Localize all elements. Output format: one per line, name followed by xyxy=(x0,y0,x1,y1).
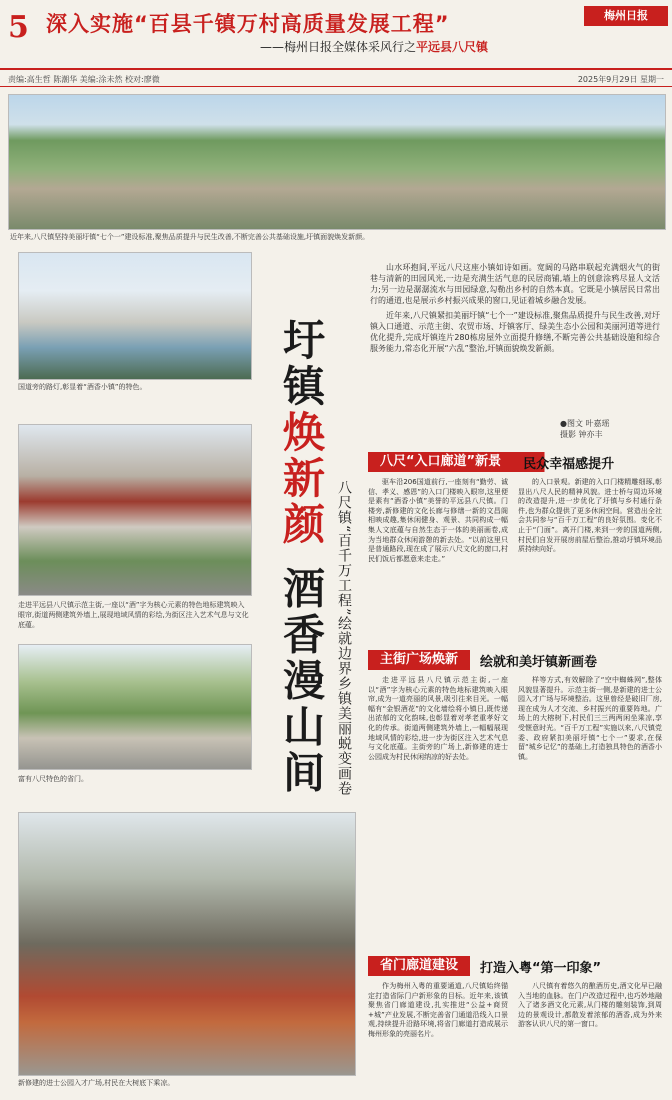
section1-heading-black: 民众幸福感提升 xyxy=(523,456,615,472)
photo1-caption: 国道旁的路灯,彰显着“酒香小镇”的特色。 xyxy=(18,383,147,391)
section2-heading xyxy=(368,650,662,670)
page-number: 5 xyxy=(8,10,29,45)
intro-paragraph-2: 近年来,八尺镇紧扣美丽圩镇“七个一”建设标准,聚焦品质提升与民生改善,对圩镇入口通道、示范主街、农贸市场、圩镇客厅、绿美生态小公园和美丽河道等进行优化提升,完成圩镇连片280栋房屋外立面提升修缮,不断完善公共基础设施和综合服务能力,常态化开展“六乱”整治,圩镇面貌焕发新颜。 xyxy=(370,311,660,353)
byline xyxy=(560,418,660,440)
section1-column-1: 驱车沿206国道前行,一座刻有“勤劳、诚信、孝义、感恩”的入口门楼映入眼帘,这里便是素有“酒香小镇”美誉的平远县八尺镇。门楼旁,新修建的文化长廊与修缮一新的文昌阁相映成趣,集休闲健身、观景、共同构成一幅集人文底蕴与自然生态于一体的美丽画卷,成为当地群众休闲游憩的新去处。“以前这里只是普通路段,现在成了展示八尺文化的窗口,村民们饭后都愿意来走走。” xyxy=(368,478,508,563)
section3-column-2: 八尺镇有着悠久的酿酒历史,酒文化早已融入当地的血脉。在门户改造过程中,也巧妙地融入了诸多酒文化元素,从门楼的雕刻装饰,到周边的景观设计,都散发着浓郁的酒香,成为外来游客认识八尺的第一窗口。 xyxy=(518,982,662,1029)
newspaper-logo: 梅州日报 xyxy=(584,6,668,26)
intro-text xyxy=(370,262,660,354)
header-rule xyxy=(0,68,672,70)
section1-heading-red: 八尺“入口廊道”新景 xyxy=(368,452,513,472)
series-subtitle xyxy=(260,38,488,55)
section3-column-1: 作为梅州入粤的重要通道,八尺镇始终锚定打造省际门户新形象的目标。近年来,该镇聚焦省门廊道建设,扎实推进“公益+商贸+城”产业发展,不断完善省门通道沿线入口景观,持续提升沿路环境,将省门廊道打造成展示梅州形象的亮丽名片。 xyxy=(368,982,508,1038)
section1-column-2: 的入口景观。新建的入口门楼精雕细琢,彰显出八尺人民的精神风貌。进士桥与周边环境的改造提升,进一步优化了圩镇与乡村通行条件,也为群众提供了更多休闲空间。营造出全社会共同参与“百千万工程”的良好氛围。变化不止于“门面”。离开门楼,来到一旁的国道两侧,村民们自发开展房前屋后整治,推动圩镇环境品质持续向好。 xyxy=(518,478,662,554)
section3-heading-red: 省门廊道建设 xyxy=(368,956,470,976)
section2-column-1: 走进平远县八尺镇示范主街,一座以“酒”字为核心元素的特色地标建筑映入眼帘,成为一道亮丽的风景,吸引往来目光。一幅幅有“金银酒花”的文化墙绘将小镇日,既传递出浓郁的文化韵味,也彰显着对孝老重孝好文化的传承。街道两侧建筑外墙上,一幅幅展现地域风情的彩绘,进一步为街区注入艺术气息与文化底蕴。主街旁的广场上,新修建的进士公园成为村民休闲纳凉的好去处。 xyxy=(368,676,508,761)
section1-heading xyxy=(368,452,662,472)
provincial-gate-photo xyxy=(18,644,252,770)
park-tree-photo xyxy=(18,812,356,1076)
intro-paragraph-1: 山水环抱间,平远八尺这座小镇如诗如画。宽阔的马路串联起充满烟火气的街巷与清新的田园风光,一边是充满生活气息的民居商铺,墙上的创意涂鸦尽显人文活力;另一边是潺潺流水与田园绿意,勾勒出乡村的自然本真。它既是小镇居民日常出行的通道,也是展示乡村振兴成果的窗口,见证着城乡融合发展。 xyxy=(370,263,660,305)
photo4-caption: 新修建的进士公园入才广场,村民在大树底下乘凉。 xyxy=(18,1079,175,1087)
byline-writer: ●图文 叶嘉瑶 xyxy=(560,419,610,428)
issue-date: 2025年9月29日 星期一 xyxy=(577,75,664,84)
top-photo-caption: 近年来,八尺镇坚持美丽圩镇“七个一”建设标准,聚焦品质提升与民生改善,不断完善公共基础设施,圩镇面貌焕发新颜。 xyxy=(10,233,370,241)
section2-heading-red: 主街广场焕新 xyxy=(368,650,470,670)
subtitle-prefix: ——梅州日报全媒体采风行之 xyxy=(260,40,417,54)
photo3-caption: 富有八尺特色的省门。 xyxy=(18,775,88,783)
page-title: 深入实施“百县千镇万村高质量发展工程” xyxy=(46,12,450,36)
headline-part-1: 圩镇 xyxy=(277,318,326,410)
subtitle-place: 平远县八尺镇 xyxy=(416,40,489,54)
main-street-photo xyxy=(18,424,252,596)
headline-subtitle: 八尺镇“百千万工程”绘就边界乡镇美丽蜕变画卷 xyxy=(336,480,352,797)
section2-heading-black: 绘就和美圩镇新画卷 xyxy=(480,654,598,670)
top-aerial-photo xyxy=(8,94,666,230)
section3-heading-black: 打造入粤“第一印象” xyxy=(480,960,602,976)
header-rule-thin xyxy=(0,86,672,87)
streetlamp-photo xyxy=(18,252,252,380)
section2-column-2: 样等方式,有效解除了“空中蜘蛛网”,整体风貌显著提升。示范主街一侧,是新建的进士公园入才广场与环境整治。这里曾经是破旧厂房,现在成为人才交流、乡村振兴的重要阵地。广场上的大榕树下,村民们三三两两闲坐乘凉,享受惬意时光。“百千万工程”实施以来,八尺镇党委、政府紧扣美丽圩镇“七个一”要求,在保留“城乡记忆”的基础上,打造独具特色的酒香小镇。 xyxy=(518,676,662,761)
main-headline xyxy=(264,318,328,797)
headline-line-2: 酒香漫山间 xyxy=(277,566,326,797)
photo2-caption: 走进平远县八尺镇示范主街,一座以“酒”字为核心元素的特色地标建筑映入眼帘,街道两侧建筑外墙上,展现地域风情的彩绘,为街区注入艺术气息与文化底蕴。 xyxy=(18,601,249,629)
headline-part-2: 焕新颜 xyxy=(277,410,326,548)
section3-heading xyxy=(368,956,662,976)
editor-credits: 责编:高生哲 陈潮华 美编:涂未然 校对:廖微 xyxy=(8,75,160,84)
byline-photographer: 摄影 钟亦丰 xyxy=(560,430,603,439)
